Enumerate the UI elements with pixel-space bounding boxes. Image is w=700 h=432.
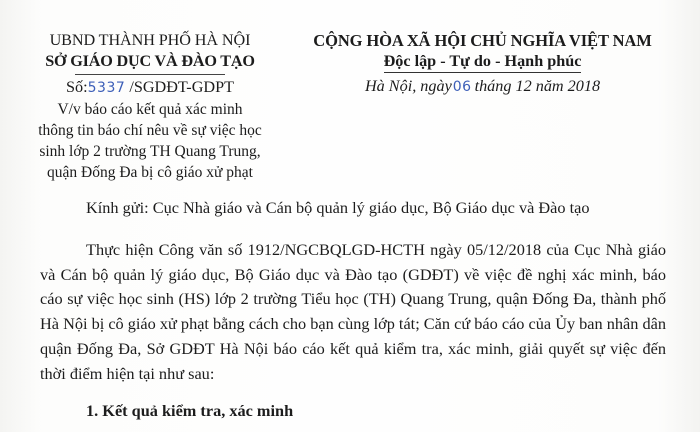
header-divider (75, 74, 225, 75)
document-number-prefix: Số: (66, 78, 88, 96)
issuing-agency-header (30, 30, 270, 183)
department-name: SỞ GIÁO DỤC VÀ ĐÀO TẠO (45, 52, 255, 70)
subject-line: thông tin báo chí nêu về sự việc học (38, 122, 262, 139)
subject-line: V/v báo cáo kết quả xác minh (57, 101, 243, 118)
date-day-handwritten: 06 (452, 79, 472, 95)
recipient-line: Kính gửi: Cục Nhà giáo và Cán bộ quản lý giáo dục, Bộ Giáo dục và Đào tạo (86, 198, 590, 217)
document-subject (30, 99, 270, 183)
national-header (290, 30, 675, 98)
national-motto: Độc lập - Tự do - Hạnh phúc (384, 51, 582, 73)
agency-name: UBND THÀNH PHỐ HÀ NỘI (49, 31, 251, 49)
national-title: CỘNG HÒA XÃ HỘI CHỦ NGHĨA VIỆT NAM (313, 31, 652, 50)
section-heading: 1. Kết quả kiểm tra, xác minh (86, 401, 294, 420)
document-date (290, 75, 675, 98)
subject-line: quận Đống Đa bị cô giáo xử phạt (47, 164, 253, 181)
body-paragraph: Thực hiện Công văn số 1912/NGCBQLGD-HCTH ngày 05/12/2018 của Cục Nhà giáo và Cán bộ quản lý giáo dục, Bộ Giáo dục và Đào tạo (GDĐT) về việc đề nghị xác minh, báo cáo sự việc học sinh (HS) lớp 2 trường Tiểu học (TH) Quang Trung, quận Đống Đa, thành phố Hà Nội bị cô giáo xử phạt bằng cách cho bạn cùng lớp tát; Căn cứ báo cáo của Ủy ban nhân dân quận Đống Đa, Sở GDĐT Hà Nội báo cáo kết quả kiểm tra, xác minh, giải quyết sự việc đến thời điểm hiện tại như sau: (40, 240, 666, 383)
subject-line: sinh lớp 2 trường TH Quang Trung, (39, 143, 261, 160)
document-number-handwritten: 5337 (87, 80, 126, 96)
document-number-suffix: /SGDĐT-GDPT (129, 78, 234, 96)
document-number (30, 76, 270, 99)
date-prefix: Hà Nội, ngày (364, 77, 452, 95)
date-suffix: tháng 12 năm 2018 (474, 77, 601, 95)
